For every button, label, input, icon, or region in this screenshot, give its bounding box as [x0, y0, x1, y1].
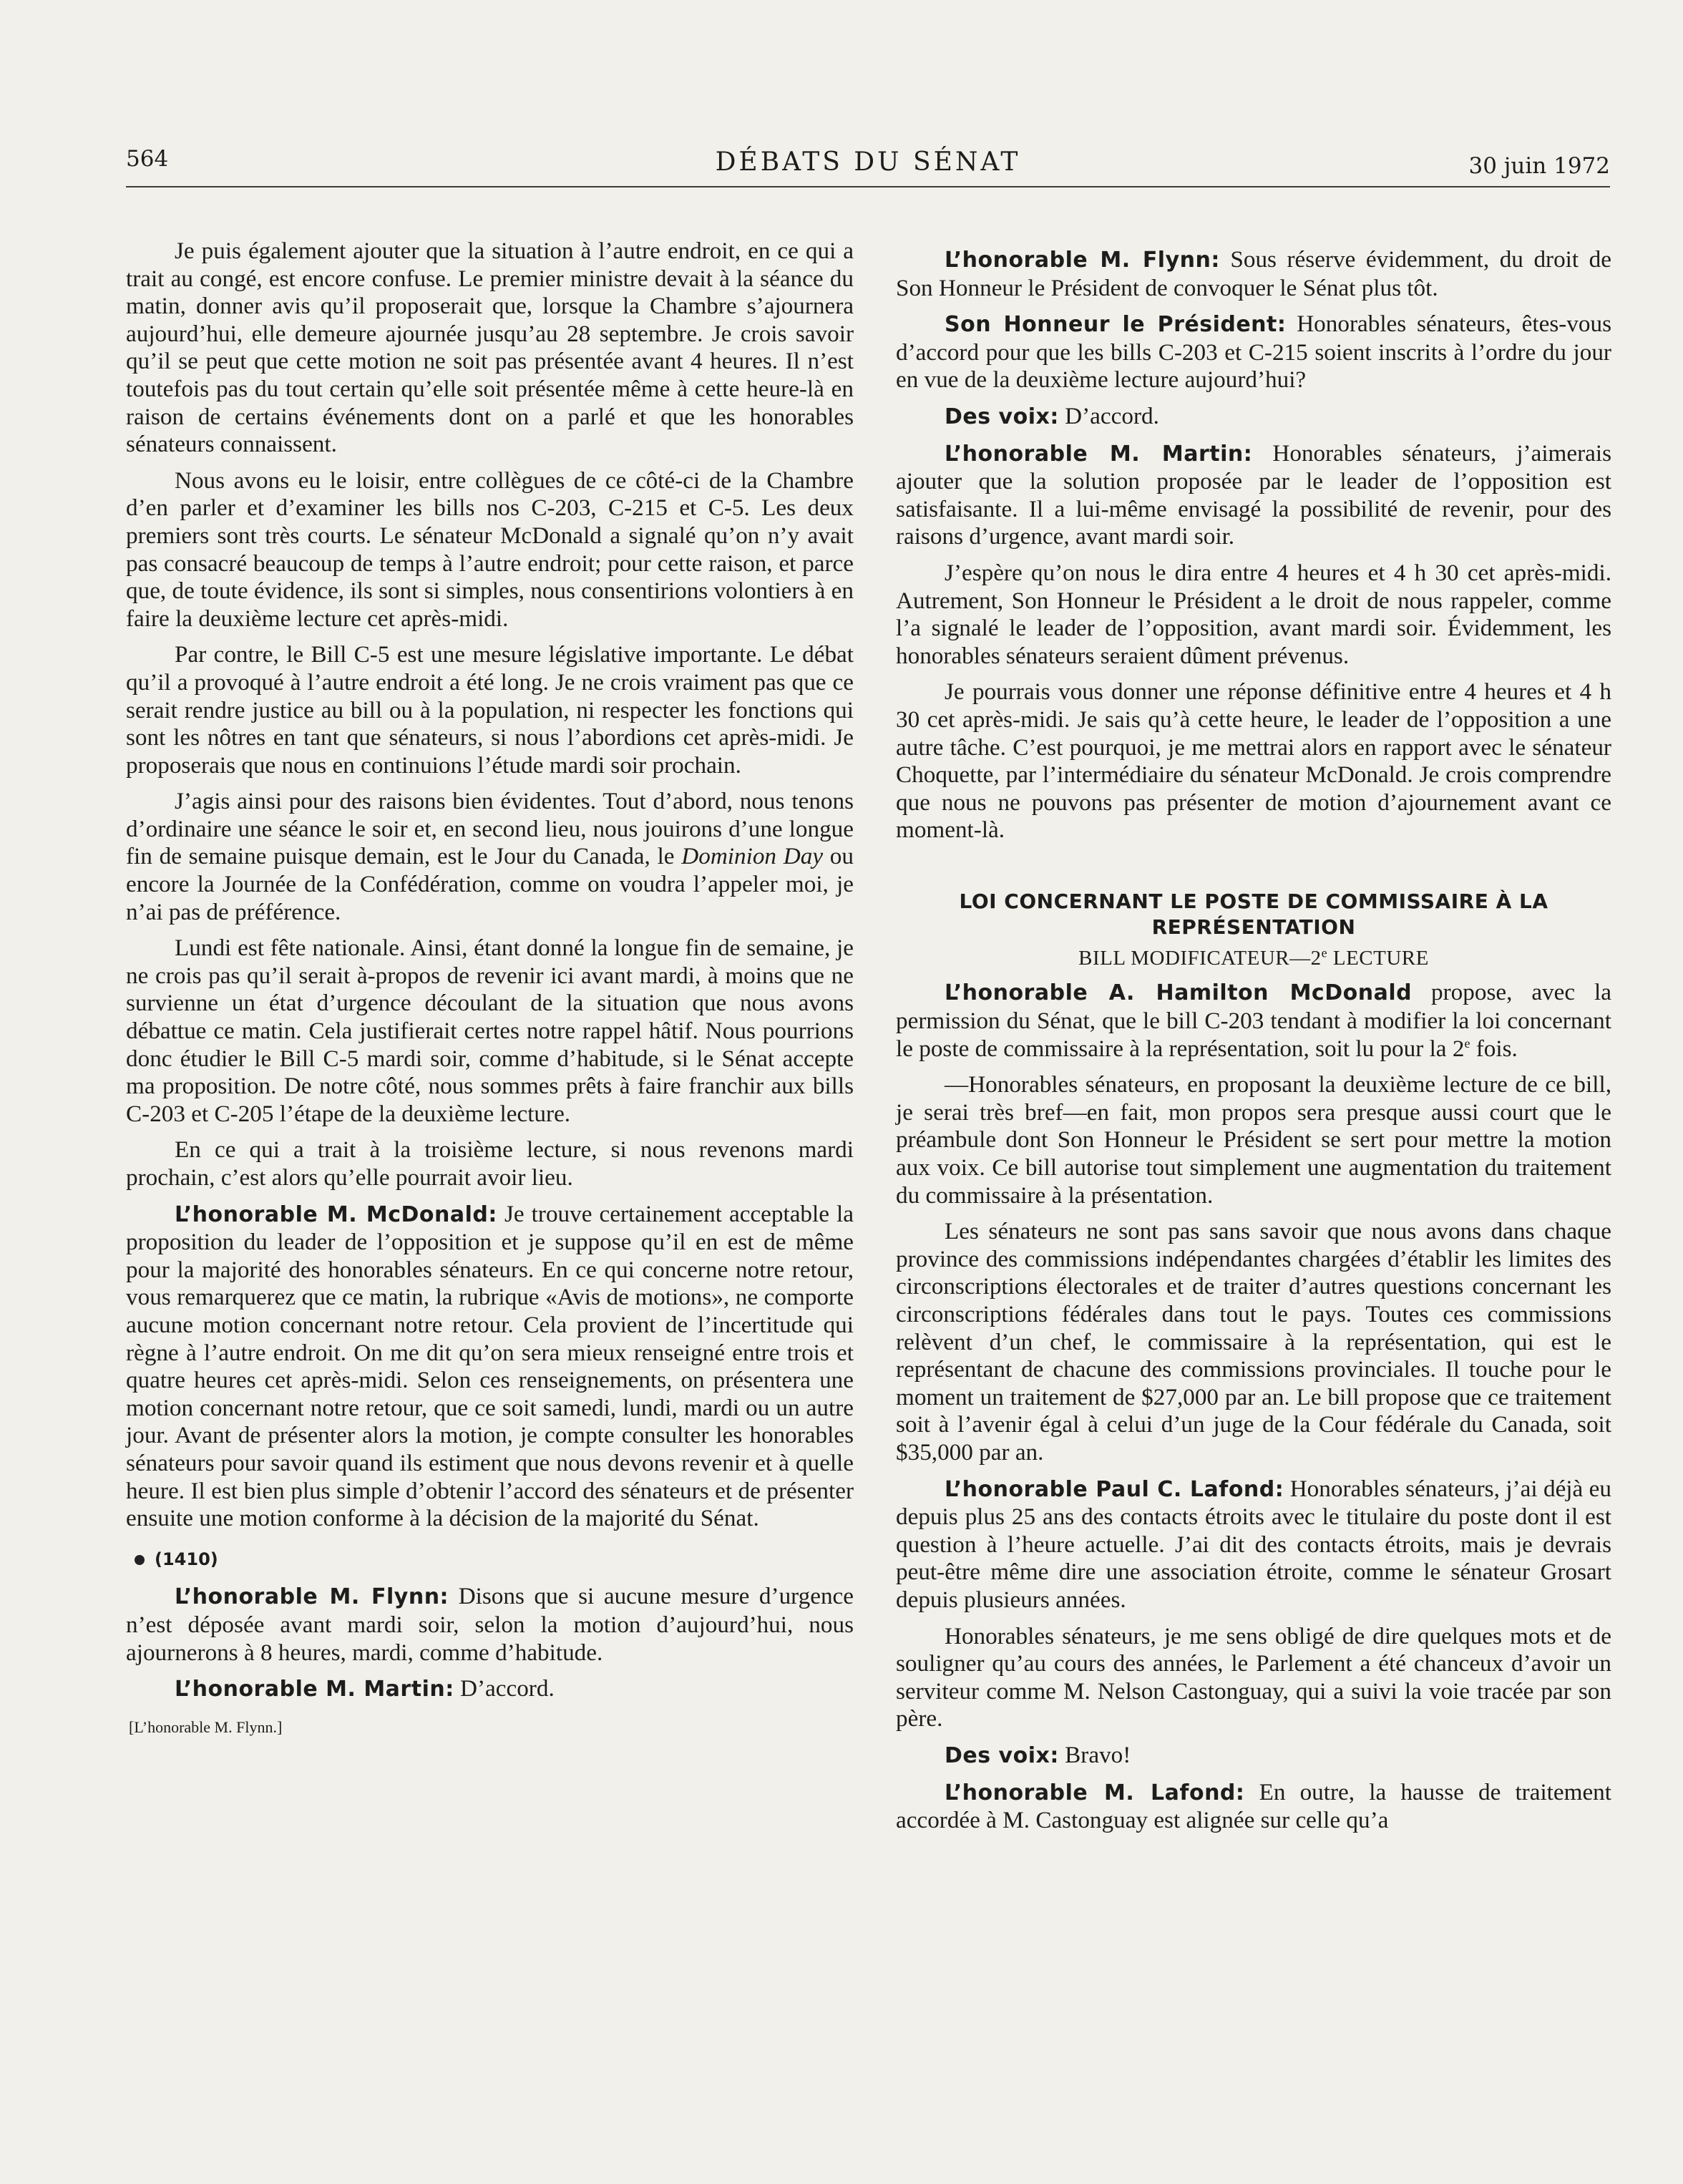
time-stamp: (1410)	[155, 1549, 218, 1569]
speech	[896, 440, 1611, 551]
speech	[896, 403, 1611, 432]
speech	[126, 1583, 854, 1667]
speech	[896, 1742, 1611, 1770]
paragraph: Honorables sénateurs, je me sens obligé de dire quelques mots et de souligner qu’au cours des années, le Parlement a été chanceux d’avoir un serviteur comme M. Nelson Castonguay, qui a suivi la voie tracée par son père.	[896, 1622, 1611, 1732]
speech	[896, 979, 1611, 1063]
speech-text: Je trouve certainement acceptable la proposition du leader de l’opposition et je suppose qu’il en est de même pour la majorité des honorables sénateurs. En ce qui concerne notre retour, vous remarquerez que ce matin, la rubrique «Avis de motions», ne comporte aucune motion concernant notre retour. Cela provient de l’incertitude qui règne à l’autre endroit. On me dit qu’on sera mieux renseigné entre trois et quatre heures cet après-midi. Selon ces renseignements, on présentera une motion concernant notre retour, que ce soit samedi, lundi, mardi ou un autre jour. Avant de présenter alors la motion, je compte consulter les honorables sénateurs pour savoir quand ils estiment que nous devons revenir et à quelle heure. Il est bien plus simple d’obtenir l’accord des sénateurs et de présenter ensuite une motion conforme à la décision de la majorité du Sénat.	[126, 1200, 854, 1532]
speech-text: Honorables sénateurs, j’ai déjà eu depuis plus 25 ans des contacts étroits avec le titulaire du poste dont il est question à l’heure actuelle. J’ai dit des contacts étroits, mais je devrais peut-être même dire une association étroite, comme le sénateur Grosart depuis plusieurs années.	[896, 1475, 1612, 1613]
speaker-name: Des voix:	[945, 1742, 1059, 1768]
speech	[896, 246, 1611, 302]
paragraph: —Honorables sénateurs, en proposant la deuxième lecture de ce bill, je serai très bref—en fait, mon propos sera presque aussi court que le préambule dont Son Honneur le Président se sert pour mettre la motion aux voix. Ce bill autorise tout simplement une augmentation du traitement du commissaire à la présentation.	[896, 1071, 1611, 1209]
paragraph: En ce qui a trait à la troisième lecture, si nous revenons mardi prochain, c’est alors qu’elle pourrait avoir lieu.	[126, 1136, 854, 1191]
speech-text: Sous réserve évidemment, du droit de Son Honneur le Président de convoquer le Sénat plus tôt.	[896, 246, 1611, 301]
speech-text: Bravo!	[1058, 1741, 1131, 1768]
speech	[896, 1476, 1611, 1614]
italic-term: Dominion Day	[681, 843, 824, 870]
subheading-text: BILL MODIFICATEUR—2	[1078, 946, 1322, 970]
speech-text: D’accord.	[454, 1675, 555, 1702]
speech-text: Honorables sénateurs, j’aimerais ajouter que la solution proposée par le leader de l’opposition est satisfaisante. Il a lui-même envisagé la possibilité de revenir, pour des raisons d’urgence, avant mardi soir.	[896, 439, 1612, 550]
speech	[126, 1201, 854, 1533]
paragraph: J’espère qu’on nous le dira entre 4 heures et 4 h 30 cet après-midi. Autrement, Son Honneur le Président a le droit de nous rappeler, comme l’a signalé le leader de l’opposition, avant mardi soir. Évidemment, les honorables sénateurs seraient dûment prévenus.	[896, 559, 1611, 669]
speech-text: Honorables sénateurs, êtes-vous d’accord pour que les bills C-203 et C-215 soient inscrits à l’ordre du jour en vue de la deuxième lecture aujourd’hui?	[896, 311, 1611, 394]
superscript: e	[1464, 1035, 1470, 1050]
subheading-text: LECTURE	[1327, 946, 1429, 970]
right-column	[896, 246, 1611, 1843]
paragraph: Nous avons eu le loisir, entre collègues de ce côté-ci de la Chambre d’en parler et d’examiner les bills nos C-203, C-215 et C-5. Les deux premiers sont très courts. Le sénateur McDonald a signalé qu’on n’y avait pas consacré beaucoup de temps à l’autre endroit; pour cette raison, et parce que, de toute évidence, ils sont si simples, nous consentirions volontiers à en faire la deuxième lecture cet après-midi.	[126, 467, 854, 632]
time-marker	[135, 1546, 854, 1574]
speech	[896, 311, 1611, 394]
speech	[126, 1675, 854, 1704]
speech-text: En outre, la hausse de traitement accordée à M. Castonguay est alignée sur celle qu’a	[896, 1778, 1611, 1834]
running-footnote: [L’honorable M. Flynn.]	[129, 1717, 283, 1736]
left-column	[126, 238, 854, 1741]
paragraph: Par contre, le Bill C-5 est une mesure législative importante. Le débat qu’il a provoqué à l’autre endroit a été long. Je ne crois vraiment pas que ce serait rendre justice au bill ou à la population, ni respecter les fonctions qui sont les nôtres en tant que sénateurs, si nous l’abordions cet après-midi. Je proposerais que nous en continuions l’étude mardi soir prochain.	[126, 641, 854, 779]
speaker-name: L’honorable M. Martin:	[945, 441, 1253, 467]
paragraph: Je puis également ajouter que la situation à l’autre endroit, en ce qui a trait au congé, est encore confuse. Le premier ministre devait à la séance du matin, donner avis qu’il proposerait que, lorsque la Chambre s’ajournera aujourd’hui, elle demeure ajournée jusqu’au 28 septembre. Je crois savoir qu’il se peut que cette motion ne soit pas présentée avant 4 heures. Il n’est toutefois pas du tout certain qu’elle soit présentée même à cette heure-là en raison de certains événements dont on a parlé et que les honorables sénateurs connaissent.	[126, 238, 854, 458]
speaker-name: L’honorable M. Flynn:	[945, 248, 1220, 273]
paragraph	[126, 788, 854, 926]
paragraph: Je pourrais vous donner une réponse définitive entre 4 heures et 4 h 30 cet après-midi. Je sais qu’à cette heure, le leader de l’opposition a une autre tâche. C’est pourquoi, je me mettrai alors en rapport avec le sénateur Choquette, par l’intermédiaire du sénateur McDonald. Je crois comprendre que nous ne pouvons pas présenter de motion d’ajournement avant ce moment-là.	[896, 678, 1611, 844]
superscript: e	[1321, 945, 1328, 960]
speech-text: propose, avec la permission du Sénat, que le bill C-203 tendant à modifier la loi concernant le poste de commissaire à la représentation, soit lu pour la 2	[896, 979, 1611, 1062]
speech-text: Disons que si aucune mesure d’urgence n’est déposée avant mardi soir, selon la motion d’aujourd’hui, nous ajournerons à 8 heures, mardi, comme d’habitude.	[126, 1583, 854, 1666]
paragraph-text: ou encore la Journée de la Confédération, comme on voudra l’appeler moi, je n’ai pas de préférence.	[126, 843, 854, 925]
page-number: 564	[126, 146, 169, 172]
speaker-name: L’honorable M. Martin:	[175, 1677, 454, 1702]
paragraph-text: J’agis ainsi pour des raisons bien évidentes. Tout d’abord, nous tenons d’ordinaire une séance le soir et, en second lieu, nous jouirons d’une longue fin de semaine puisque demain, est le Jour du Canada, le	[126, 788, 854, 870]
speaker-name: Des voix:	[945, 404, 1059, 429]
page-header	[126, 143, 1610, 187]
publication-date: 30 juin 1972	[1468, 153, 1610, 179]
paragraph: Lundi est fête nationale. Ainsi, étant donné la longue fin de semaine, je ne crois pas qu’il serait à-propos de revenir ici avant mardi, à moins que ne survienne un état d’urgence découlant de la situation que nous avons débattue ce matin. Cela justifierait certes notre rappel hâtif. Nous pourrions donc étudier le Bill C-5 mardi soir, comme d’habitude, si le Sénat accepte ma proposition. De notre côté, nous sommes prêts à faire franchir aux bills C-203 et C-205 l’étape de la deuxième lecture.	[126, 935, 854, 1127]
speech-text: D’accord.	[1058, 402, 1159, 429]
bullet-icon	[135, 1555, 145, 1565]
section-heading: LOI CONCERNANT LE POSTE DE COMMISSAIRE À LA REPRÉSENTATION	[959, 889, 1548, 939]
speaker-name: L’honorable M. Lafond:	[945, 1780, 1245, 1805]
speech	[896, 1779, 1611, 1835]
speaker-name: L’honorable A. Hamilton McDonald	[945, 980, 1413, 1006]
section-subheading	[896, 945, 1611, 972]
speaker-name: L’honorable M. McDonald:	[175, 1201, 497, 1227]
speaker-name: L’honorable M. Flynn:	[175, 1584, 449, 1610]
paragraph: Les sénateurs ne sont pas sans savoir que nous avons dans chaque province des commissions indépendantes chargées d’établir les limites des circonscriptions électorales et de traiter d’autres questions concernant les circonscriptions fédérales dans tout le pays. Toutes ces commissions relèvent d’un chef, le commissaire à la représentation, qui est le représentant de chacune des commissions provinciales. Il touche pour le moment un traitement de $27,000 par an. Le bill propose que ce traitement soit à l’avenir égal à celui d’un juge de la Cour fédérale du Canada, soit $35,000 par an.	[896, 1218, 1611, 1466]
speaker-name: Son Honneur le Président:	[945, 312, 1287, 338]
publication-title: DÉBATS DU SÉNAT	[715, 147, 1021, 177]
speaker-name: L’honorable Paul C. Lafond:	[945, 1476, 1284, 1502]
speech-text: fois.	[1470, 1035, 1518, 1062]
